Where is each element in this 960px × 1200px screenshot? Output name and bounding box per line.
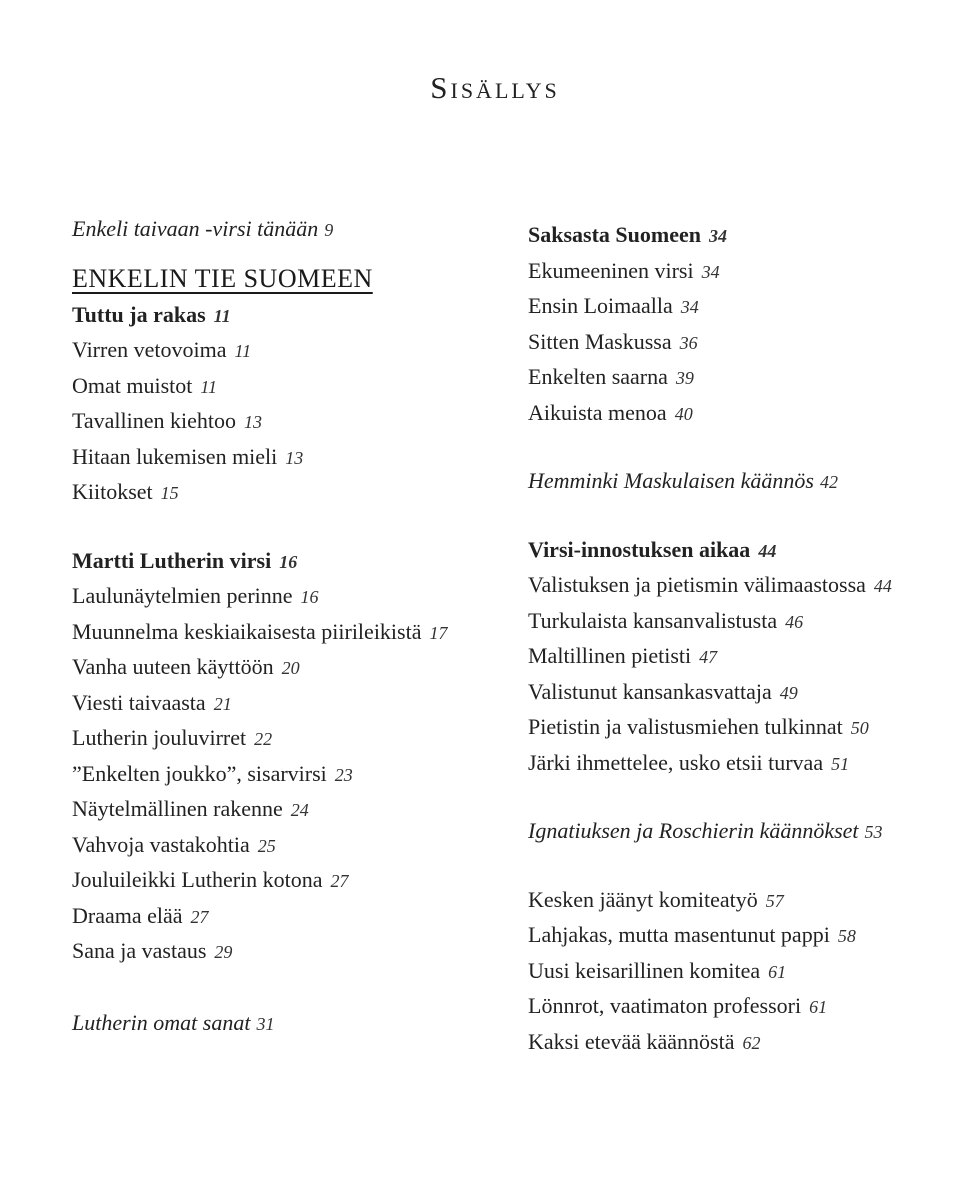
toc-entry-text: Valistunut kansankasvattaja — [528, 678, 772, 704]
toc-entry-text: Laulunäytelmien perinne — [72, 583, 293, 608]
toc-entry[interactable] — [528, 954, 958, 990]
toc-page-number: 47 — [699, 647, 718, 667]
spacer — [528, 850, 958, 883]
toc-entry[interactable] — [528, 883, 958, 919]
toc-entry[interactable] — [72, 863, 502, 899]
toc-page-number: 36 — [679, 332, 698, 353]
toc-entry[interactable] — [72, 333, 502, 369]
toc-entry-text: Kiitokset — [72, 479, 153, 504]
toc-entry[interactable] — [72, 792, 502, 828]
toc-entry[interactable] — [528, 325, 958, 361]
toc-page-number: 58 — [837, 926, 856, 946]
toc-group-heading[interactable] — [72, 298, 502, 334]
toc-page-number: 24 — [290, 800, 309, 820]
toc-page-number: 31 — [256, 1013, 275, 1034]
toc-entry[interactable] — [528, 254, 958, 290]
toc-page-number: 9 — [324, 220, 334, 240]
toc-page-number: 61 — [809, 997, 828, 1017]
toc-entry-text: Pietistin ja valistusmiehen tulkinnat — [528, 714, 843, 739]
toc-group-heading[interactable] — [528, 218, 958, 254]
toc-entry-text: Ensin Loimaalla — [528, 293, 673, 318]
toc-entry-text: Tavallinen kiehtoo — [72, 408, 237, 433]
toc-page-number: 11 — [200, 376, 218, 397]
toc-entry-italic[interactable] — [528, 814, 958, 850]
toc-entry[interactable] — [528, 604, 958, 640]
section-heading: ENKELIN TIE SUOMEEN — [72, 263, 373, 293]
toc-entry-closing[interactable] — [72, 1006, 502, 1042]
toc-page-number: 51 — [831, 753, 850, 774]
toc-entry-text: Martti Lutherin virsi — [72, 547, 272, 573]
toc-page-number: 61 — [768, 961, 787, 982]
toc-entry[interactable] — [72, 686, 502, 722]
toc-entry-text: ”Enkelten joukko”, sisarvirsi — [72, 760, 327, 786]
toc-entry-text: Draama elää — [72, 902, 183, 928]
toc-page-number: 17 — [429, 622, 448, 643]
toc-entry-text: Lutherin omat sanat — [72, 1009, 251, 1035]
toc-entry-text: Saksasta Suomeen — [528, 222, 701, 247]
toc-entry-text: Sana ja vastaus — [72, 938, 207, 963]
toc-entry-text: Tuttu ja rakas — [72, 301, 206, 327]
toc-entry[interactable] — [72, 757, 502, 793]
toc-page-number: 49 — [779, 682, 798, 703]
toc-page-number: 62 — [742, 1032, 761, 1053]
spacer — [72, 511, 502, 544]
toc-entry-intro[interactable] — [72, 212, 502, 248]
toc-entry-text: Omat muistot — [72, 372, 193, 398]
spacer — [72, 970, 502, 1006]
toc-page-number: 29 — [214, 942, 233, 962]
toc-entry[interactable] — [72, 404, 502, 440]
toc-entry-text: Aikuista menoa — [528, 399, 667, 425]
toc-page-number: 34 — [701, 261, 720, 282]
toc-entry[interactable] — [528, 360, 958, 396]
toc-page-number: 44 — [873, 576, 892, 596]
toc-entry-text: Järki ihmettelee, usko etsii turvaa — [528, 749, 824, 775]
toc-entry[interactable] — [72, 721, 502, 757]
toc-page-number: 23 — [334, 764, 353, 785]
toc-entry-text: Kaksi etevää käännöstä — [528, 1028, 735, 1054]
toc-right-column — [528, 218, 958, 1060]
toc-entry-text: Lutherin jouluvirret — [72, 725, 247, 750]
spacer — [528, 431, 958, 464]
toc-entry[interactable] — [72, 615, 502, 651]
toc-page-number: 25 — [257, 835, 276, 856]
toc-entry[interactable] — [528, 1025, 958, 1061]
toc-entry-text: Lahjakas, mutta masentunut pappi — [528, 922, 830, 947]
toc-left-column — [72, 212, 502, 1041]
toc-entry[interactable] — [528, 289, 958, 325]
toc-entry-text: Hitaan lukemisen mieli — [72, 443, 278, 469]
toc-entry-text: Sitten Maskussa — [528, 328, 672, 354]
toc-entry[interactable] — [528, 918, 958, 954]
toc-group-heading[interactable] — [72, 544, 502, 580]
toc-entry[interactable] — [72, 828, 502, 864]
toc-entry[interactable] — [72, 579, 502, 615]
toc-page-number: 34 — [680, 297, 699, 317]
toc-entry-text: Vanha uuteen käyttöön — [72, 654, 274, 679]
toc-entry[interactable] — [72, 650, 502, 686]
toc-page-number: 46 — [785, 611, 804, 632]
toc-entry[interactable] — [528, 675, 958, 711]
toc-page-number: 42 — [819, 472, 838, 492]
toc-page-number: 53 — [864, 822, 883, 842]
toc-page-number: 13 — [244, 412, 263, 432]
toc-page-number: 11 — [213, 305, 231, 326]
toc-entry[interactable] — [72, 899, 502, 935]
toc-entry-text: Viesti taivaasta — [72, 689, 206, 715]
spacer — [528, 781, 958, 814]
toc-entry[interactable] — [528, 989, 958, 1025]
toc-entry[interactable] — [528, 639, 958, 675]
toc-entry-text: Turkulaista kansanvalistusta — [528, 607, 778, 633]
toc-entry-text: Enkeli taivaan -virsi tänään — [72, 216, 319, 241]
toc-page-number: 13 — [285, 447, 304, 468]
toc-entry[interactable] — [528, 746, 958, 782]
toc-page-number: 16 — [279, 551, 298, 572]
toc-entry[interactable] — [528, 396, 958, 432]
toc-entry-text: Vahvoja vastakohtia — [72, 831, 250, 857]
toc-entry-text: Muunnelma keskiaikaisesta piirileikistä — [72, 618, 422, 644]
toc-entry-text: Maltillinen pietisti — [528, 643, 692, 668]
toc-entry-text: Hemminki Maskulaisen käännös — [528, 468, 814, 493]
toc-entry-text: Näytelmällinen rakenne — [72, 796, 283, 821]
toc-page-number: 11 — [234, 341, 252, 361]
toc-group-heading[interactable] — [528, 533, 958, 569]
toc-page-number: 57 — [765, 890, 784, 911]
toc-entry-text: Lönnrot, vaatimaton professori — [528, 993, 802, 1018]
toc-entry-text: Virren vetovoima — [72, 337, 227, 362]
toc-entry[interactable] — [72, 440, 502, 476]
toc-page-number: 39 — [675, 368, 694, 388]
toc-entry[interactable] — [72, 475, 502, 511]
toc-page-number: 16 — [300, 587, 319, 607]
toc-page-number: 21 — [213, 693, 232, 714]
toc-page-number: 40 — [674, 403, 693, 424]
toc-entry-text: Valistuksen ja pietismin välimaastossa — [528, 572, 866, 597]
toc-entry-text: Kesken jäänyt komiteatyö — [528, 886, 758, 912]
toc-entry-text: Enkelten saarna — [528, 364, 668, 389]
toc-entry[interactable] — [72, 369, 502, 405]
toc-page-number: 50 — [850, 718, 869, 738]
toc-page-number: 20 — [281, 658, 300, 678]
toc-entry-text: Ekumeeninen virsi — [528, 257, 694, 283]
toc-entry[interactable] — [528, 710, 958, 746]
toc-page-number: 34 — [708, 226, 727, 246]
toc-page-number: 27 — [190, 906, 209, 927]
page-title: Sisällys — [430, 70, 560, 105]
toc-entry-text: Ignatiuksen ja Roschierin käännökset — [528, 818, 859, 843]
toc-entry-text: Virsi-innostuksen aikaa — [528, 536, 751, 562]
toc-page-number: 22 — [254, 729, 273, 749]
toc-entry-italic[interactable] — [528, 464, 958, 500]
toc-entry-text: Jouluileikki Lutherin kotona — [72, 867, 323, 892]
toc-entry[interactable] — [72, 934, 502, 970]
spacer — [528, 500, 958, 533]
toc-page-number: 27 — [330, 871, 349, 891]
toc-page-number: 44 — [758, 540, 777, 561]
toc-page-number: 15 — [160, 483, 179, 503]
toc-entry[interactable] — [528, 568, 958, 604]
toc-entry-text: Uusi keisarillinen komitea — [528, 957, 761, 983]
